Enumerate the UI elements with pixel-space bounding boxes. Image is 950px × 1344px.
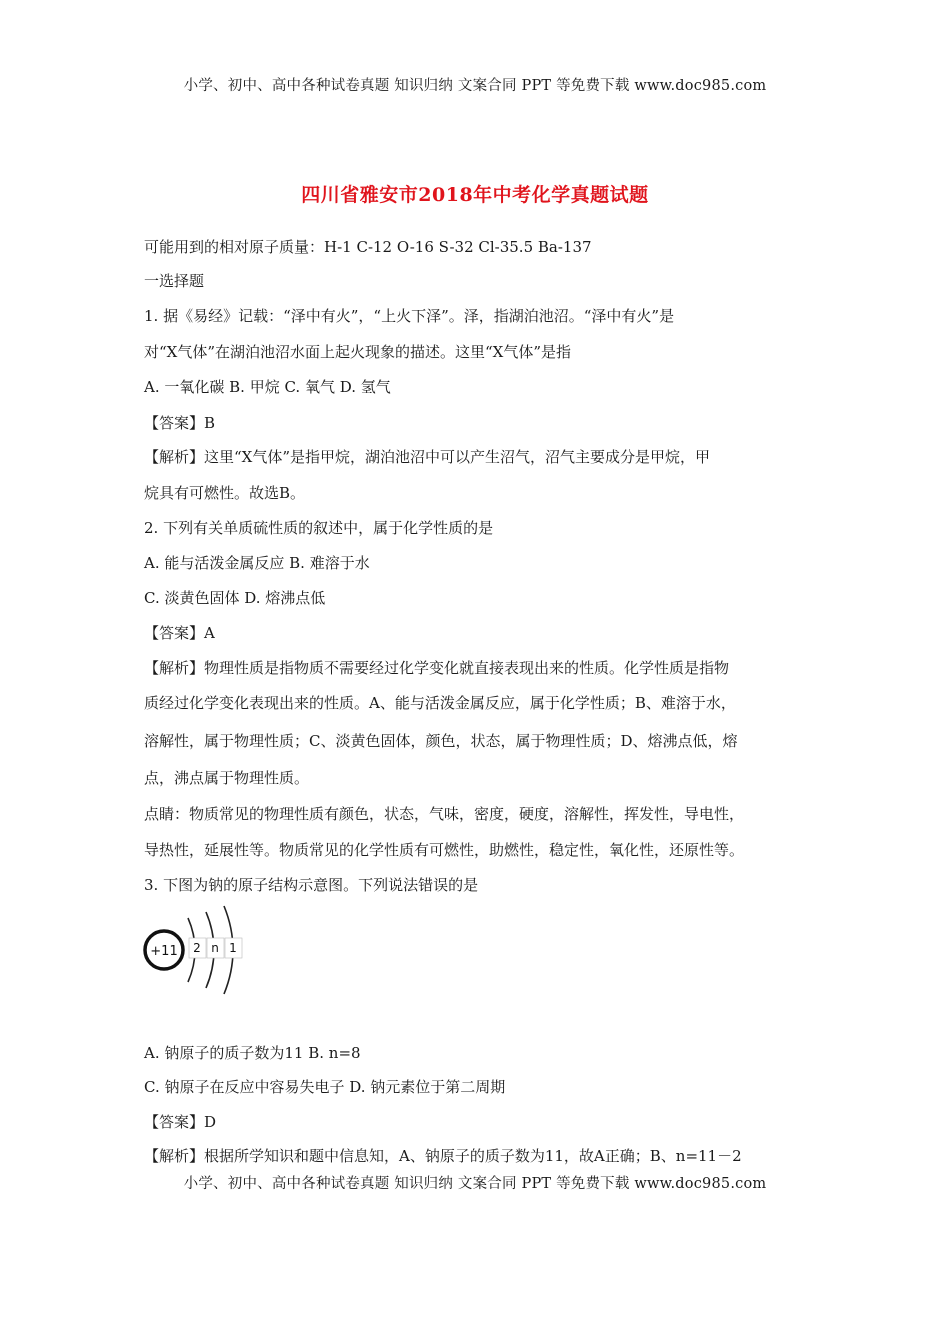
q2-tip: 点睛：物质常见的物理性质有颜色，状态，气味，密度，硬度，溶解性，挥发性，导电性， — [144, 805, 745, 823]
q2-options-ab: A. 能与活泼金属反应 B. 难溶于水 — [144, 554, 370, 572]
shell-2-electrons: n — [211, 941, 219, 955]
page-footer: 小学、初中、高中各种试卷真题 知识归纳 文案合同 PPT 等免费下载 www.doc985.com — [183, 1176, 767, 1192]
q3-analysis: 【解析】根据所学知识和题中信息知，A、钠原子的质子数为11，故A正确；B、n=11－2 — [144, 1147, 742, 1165]
q3-answer: 【答案】D — [144, 1113, 217, 1131]
q2-analysis: 【解析】物理性质是指物质不需要经过化学变化就直接表现出来的性质。化学性质是指物 — [144, 659, 730, 677]
q1-text-cont: 对“X气体”在湖泊池沼水面上起火现象的描述。这里“X气体”是指 — [144, 343, 572, 361]
q2-analysis-cont3: 点，沸点属于物理性质。 — [144, 769, 310, 787]
q1-answer: 【答案】B — [144, 414, 216, 432]
q2-tip-cont: 导热性，延展性等。物质常见的化学性质有可燃性，助燃性，稳定性，氧化性，还原性等。 — [144, 841, 745, 859]
q1-options: A. 一氧化碳 B. 甲烷 C. 氧气 D. 氢气 — [144, 378, 391, 396]
section-heading: 一选择题 — [144, 272, 205, 290]
q2-text: 2. 下列有关单质硫性质的叙述中，属于化学性质的是 — [144, 519, 494, 537]
sodium-atom-diagram — [140, 900, 250, 1010]
q3-options-cd: C. 钠原子在反应中容易失电子 D. 钠元素位于第二周期 — [144, 1078, 506, 1096]
page-title: 四川省雅安市2018年中考化学真题试题 — [301, 184, 649, 206]
q1-text: 1. 据《易经》记载：“泽中有火”，“上火下泽”。泽，指湖泊池沼。“泽中有火”是 — [144, 307, 675, 325]
q2-analysis-cont2: 溶解性，属于物理性质；C、淡黄色固体，颜色，状态，属于物理性质；D、熔沸点低，熔 — [144, 732, 738, 750]
nucleus-charge: +11 — [150, 944, 178, 959]
q3-options-ab: A. 钠原子的质子数为11 B. n=8 — [144, 1044, 361, 1062]
atomic-mass-line: 可能用到的相对原子质量：H-1 C-12 O-16 S-32 Cl-35.5 Ba-137 — [144, 238, 592, 256]
shell-3-electrons: 1 — [229, 941, 237, 955]
q2-analysis-cont1: 质经过化学变化表现出来的性质。A、能与活泼金属反应，属于化学性质；B、难溶于水， — [144, 694, 736, 712]
page-header: 小学、初中、高中各种试卷真题 知识归纳 文案合同 PPT 等免费下载 www.doc985.com — [183, 78, 767, 94]
q1-analysis: 【解析】这里“X气体”是指甲烷，湖泊池沼中可以产生沼气，沼气主要成分是甲烷，甲 — [144, 448, 711, 466]
q1-analysis-cont: 烷具有可燃性。故选B。 — [144, 484, 306, 502]
q3-text: 3. 下图为钠的原子结构示意图。下列说法错误的是 — [144, 876, 479, 894]
q2-answer: 【答案】A — [144, 624, 215, 642]
shell-1-electrons: 2 — [193, 941, 201, 955]
q2-options-cd: C. 淡黄色固体 D. 熔沸点低 — [144, 589, 326, 607]
